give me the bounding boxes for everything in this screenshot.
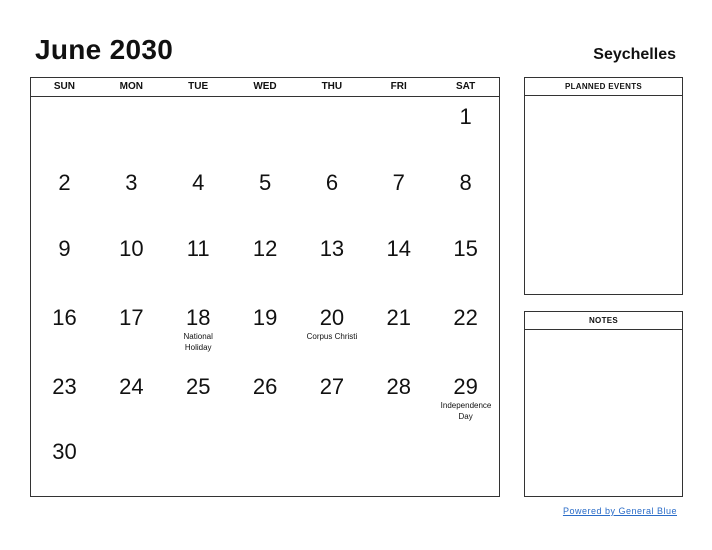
- day-number: 5: [258, 170, 272, 195]
- day-cell: [31, 305, 98, 331]
- holiday-label: Corpus Christi: [306, 332, 358, 341]
- weekday-header: [31, 78, 499, 97]
- day-number: 21: [386, 305, 412, 330]
- day-number: 26: [252, 374, 278, 399]
- day-cell: [298, 236, 365, 262]
- day-cell: [365, 305, 432, 331]
- day-cell: [232, 305, 299, 331]
- weekday-thu: THU: [321, 81, 343, 92]
- holiday-label: Independence Day: [440, 401, 492, 421]
- day-number: 28: [386, 374, 412, 399]
- planned-events-panel: [524, 77, 683, 295]
- day-number: 17: [119, 305, 144, 330]
- day-number: 30: [52, 439, 77, 464]
- weekday-sun: SUN: [53, 81, 75, 92]
- day-cell: [232, 374, 299, 400]
- day-number: 7: [392, 170, 405, 195]
- day-number: 16: [52, 305, 77, 330]
- weekday-mon: MON: [119, 81, 143, 92]
- day-cell: [98, 170, 165, 196]
- day-cell: [432, 236, 499, 262]
- day-number: 24: [119, 374, 144, 399]
- page-title: June 2030: [35, 34, 174, 65]
- day-cell: [165, 236, 232, 262]
- day-cell: [165, 374, 232, 400]
- day-number: 4: [192, 170, 205, 195]
- day-cell: [98, 305, 165, 331]
- day-cell: [365, 236, 432, 262]
- holiday-label: National Holiday: [183, 332, 213, 352]
- day-number: 22: [453, 305, 478, 330]
- day-number: 12: [252, 236, 278, 261]
- day-number: 3: [125, 170, 138, 195]
- day-cell: [365, 374, 432, 400]
- day-cell: [165, 305, 232, 353]
- day-number: 19: [252, 305, 278, 330]
- day-cell: [31, 439, 98, 465]
- weekday-sat: SAT: [455, 81, 476, 92]
- day-cell: [298, 170, 365, 196]
- day-number: 1: [459, 104, 472, 129]
- powered-by-link[interactable]: Powered by General Blue: [562, 506, 677, 516]
- day-number: 14: [386, 236, 412, 261]
- country-label: Seychelles: [593, 46, 676, 63]
- day-cell: [98, 236, 165, 262]
- day-number: 23: [52, 374, 77, 399]
- notes-heading: NOTES: [525, 312, 682, 330]
- calendar-grid: [30, 77, 500, 497]
- day-number: 20: [319, 305, 345, 330]
- day-cell: [31, 170, 98, 196]
- day-number: 2: [58, 170, 71, 195]
- day-number: 29: [453, 374, 478, 399]
- planned-events-heading: PLANNED EVENTS: [525, 78, 682, 96]
- day-cell: [31, 236, 98, 262]
- day-number: 9: [58, 236, 71, 261]
- day-number: 15: [453, 236, 478, 261]
- day-cell: [365, 170, 432, 196]
- day-cell: [432, 170, 499, 196]
- day-number: 11: [186, 236, 210, 261]
- day-number: 25: [185, 374, 211, 399]
- day-cell: [31, 374, 98, 400]
- day-cell: [432, 305, 499, 331]
- day-cell: [432, 104, 499, 130]
- day-cell: [298, 374, 365, 400]
- weekday-wed: WED: [253, 81, 277, 92]
- day-cell: [232, 170, 299, 196]
- day-cell: [298, 305, 365, 342]
- weekday-tue: TUE: [188, 81, 209, 92]
- day-number: 18: [185, 305, 211, 330]
- day-number: 27: [319, 374, 345, 399]
- day-number: 13: [319, 236, 345, 261]
- day-cell: [165, 170, 232, 196]
- day-number: 10: [119, 236, 144, 261]
- day-cell: [432, 374, 499, 422]
- weekday-fri: FRI: [390, 81, 407, 92]
- day-cell: [98, 374, 165, 400]
- day-number: 8: [459, 170, 472, 195]
- notes-panel: [524, 311, 683, 497]
- day-number: 6: [325, 170, 339, 195]
- day-cell: [232, 236, 299, 262]
